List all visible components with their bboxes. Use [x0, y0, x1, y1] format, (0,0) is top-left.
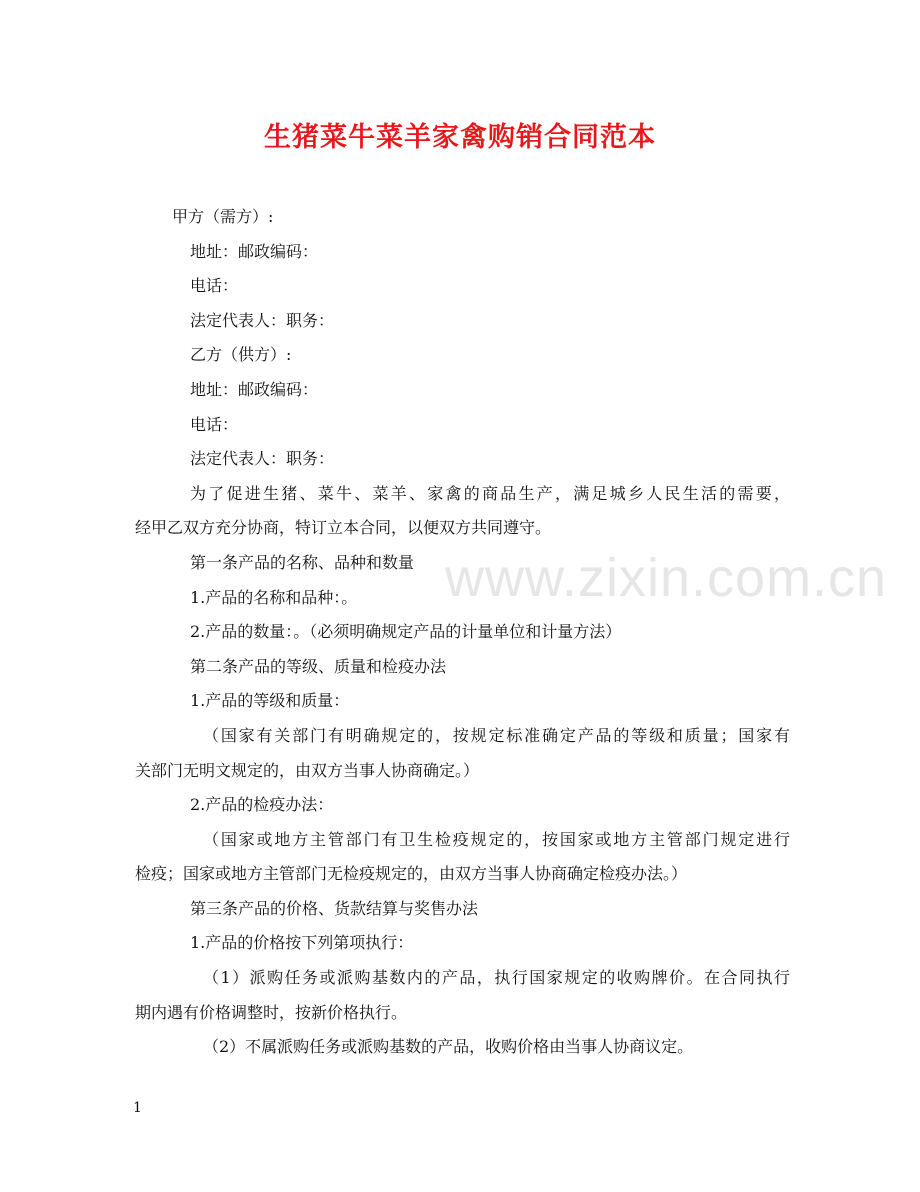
party-a-representative: 法定代表人：职务： [190, 310, 335, 330]
document-title: 生猪菜牛菜羊家禽购销合同范本 [264, 122, 656, 153]
watermark-text: www.zixin.com.cn [445, 548, 888, 608]
article-2-heading: 第二条产品的等级、质量和检疫办法 [190, 656, 447, 676]
party-a-heading: 甲方（需方）: [172, 207, 274, 226]
article-2-note-2-line-2: 检疫；国家或地方主管部门无检疫规定的，由双方当事人协商确定检疫办法。） [135, 864, 688, 884]
party-b-phone: 电话： [190, 414, 239, 434]
article-1-heading: 第一条产品的名称、品种和数量 [190, 552, 415, 572]
article-2-note-1-line-1: （国家有关部门有明确规定的，按规定标准确定产品的等级和质量；国家有 [203, 725, 790, 745]
article-3-clause-2: （2）不属派购任务或派购基数的产品，收购价格由当事人协商议定。 [203, 1037, 694, 1057]
party-a-phone: 电话： [190, 276, 239, 296]
article-2-item-1: 1.产品的等级和质量： [190, 691, 350, 711]
article-2-item-2: 2.产品的检疫办法： [190, 795, 334, 815]
document-body [135, 200, 790, 1065]
party-b-heading: 乙方（供方）: [190, 345, 292, 365]
preamble-line-1: 为了促进生猪、菜牛、菜羊、家禽的商品生产，满足城乡人民生活的需要， [190, 483, 790, 503]
party-a-address: 地址：邮政编码： [190, 241, 319, 261]
article-2-note-1-line-2: 关部门无明文规定的，由双方当事人协商确定。） [135, 760, 480, 780]
article-1-item-2: 2.产品的数量：。（必须明确规定产品的计量单位和计量方法） [190, 622, 622, 642]
article-3-item-1: 1.产品的价格按下列第项执行： [190, 933, 414, 953]
page-number: 1 [133, 1100, 142, 1116]
article-3-heading: 第三条产品的价格、货款结算与奖售办法 [190, 898, 479, 918]
article-1-item-1: 1.产品的名称和品种：。 [190, 587, 358, 607]
article-3-clause-1-line-1: （1）派购任务或派购基数内的产品，执行国家规定的收购牌价。在合同执行 [203, 968, 790, 988]
party-b-representative: 法定代表人：职务： [190, 449, 335, 469]
article-2-note-2-line-1: （国家或地方主管部门有卫生检疫规定的，按国家或地方主管部门规定进行 [203, 829, 790, 849]
article-3-clause-1-line-2: 期内遇有价格调整时，按新价格执行。 [135, 1002, 408, 1022]
party-b-address: 地址：邮政编码： [190, 379, 319, 399]
preamble-line-2: 经甲乙双方充分协商，特订立本合同，以便双方共同遵守。 [135, 518, 552, 538]
